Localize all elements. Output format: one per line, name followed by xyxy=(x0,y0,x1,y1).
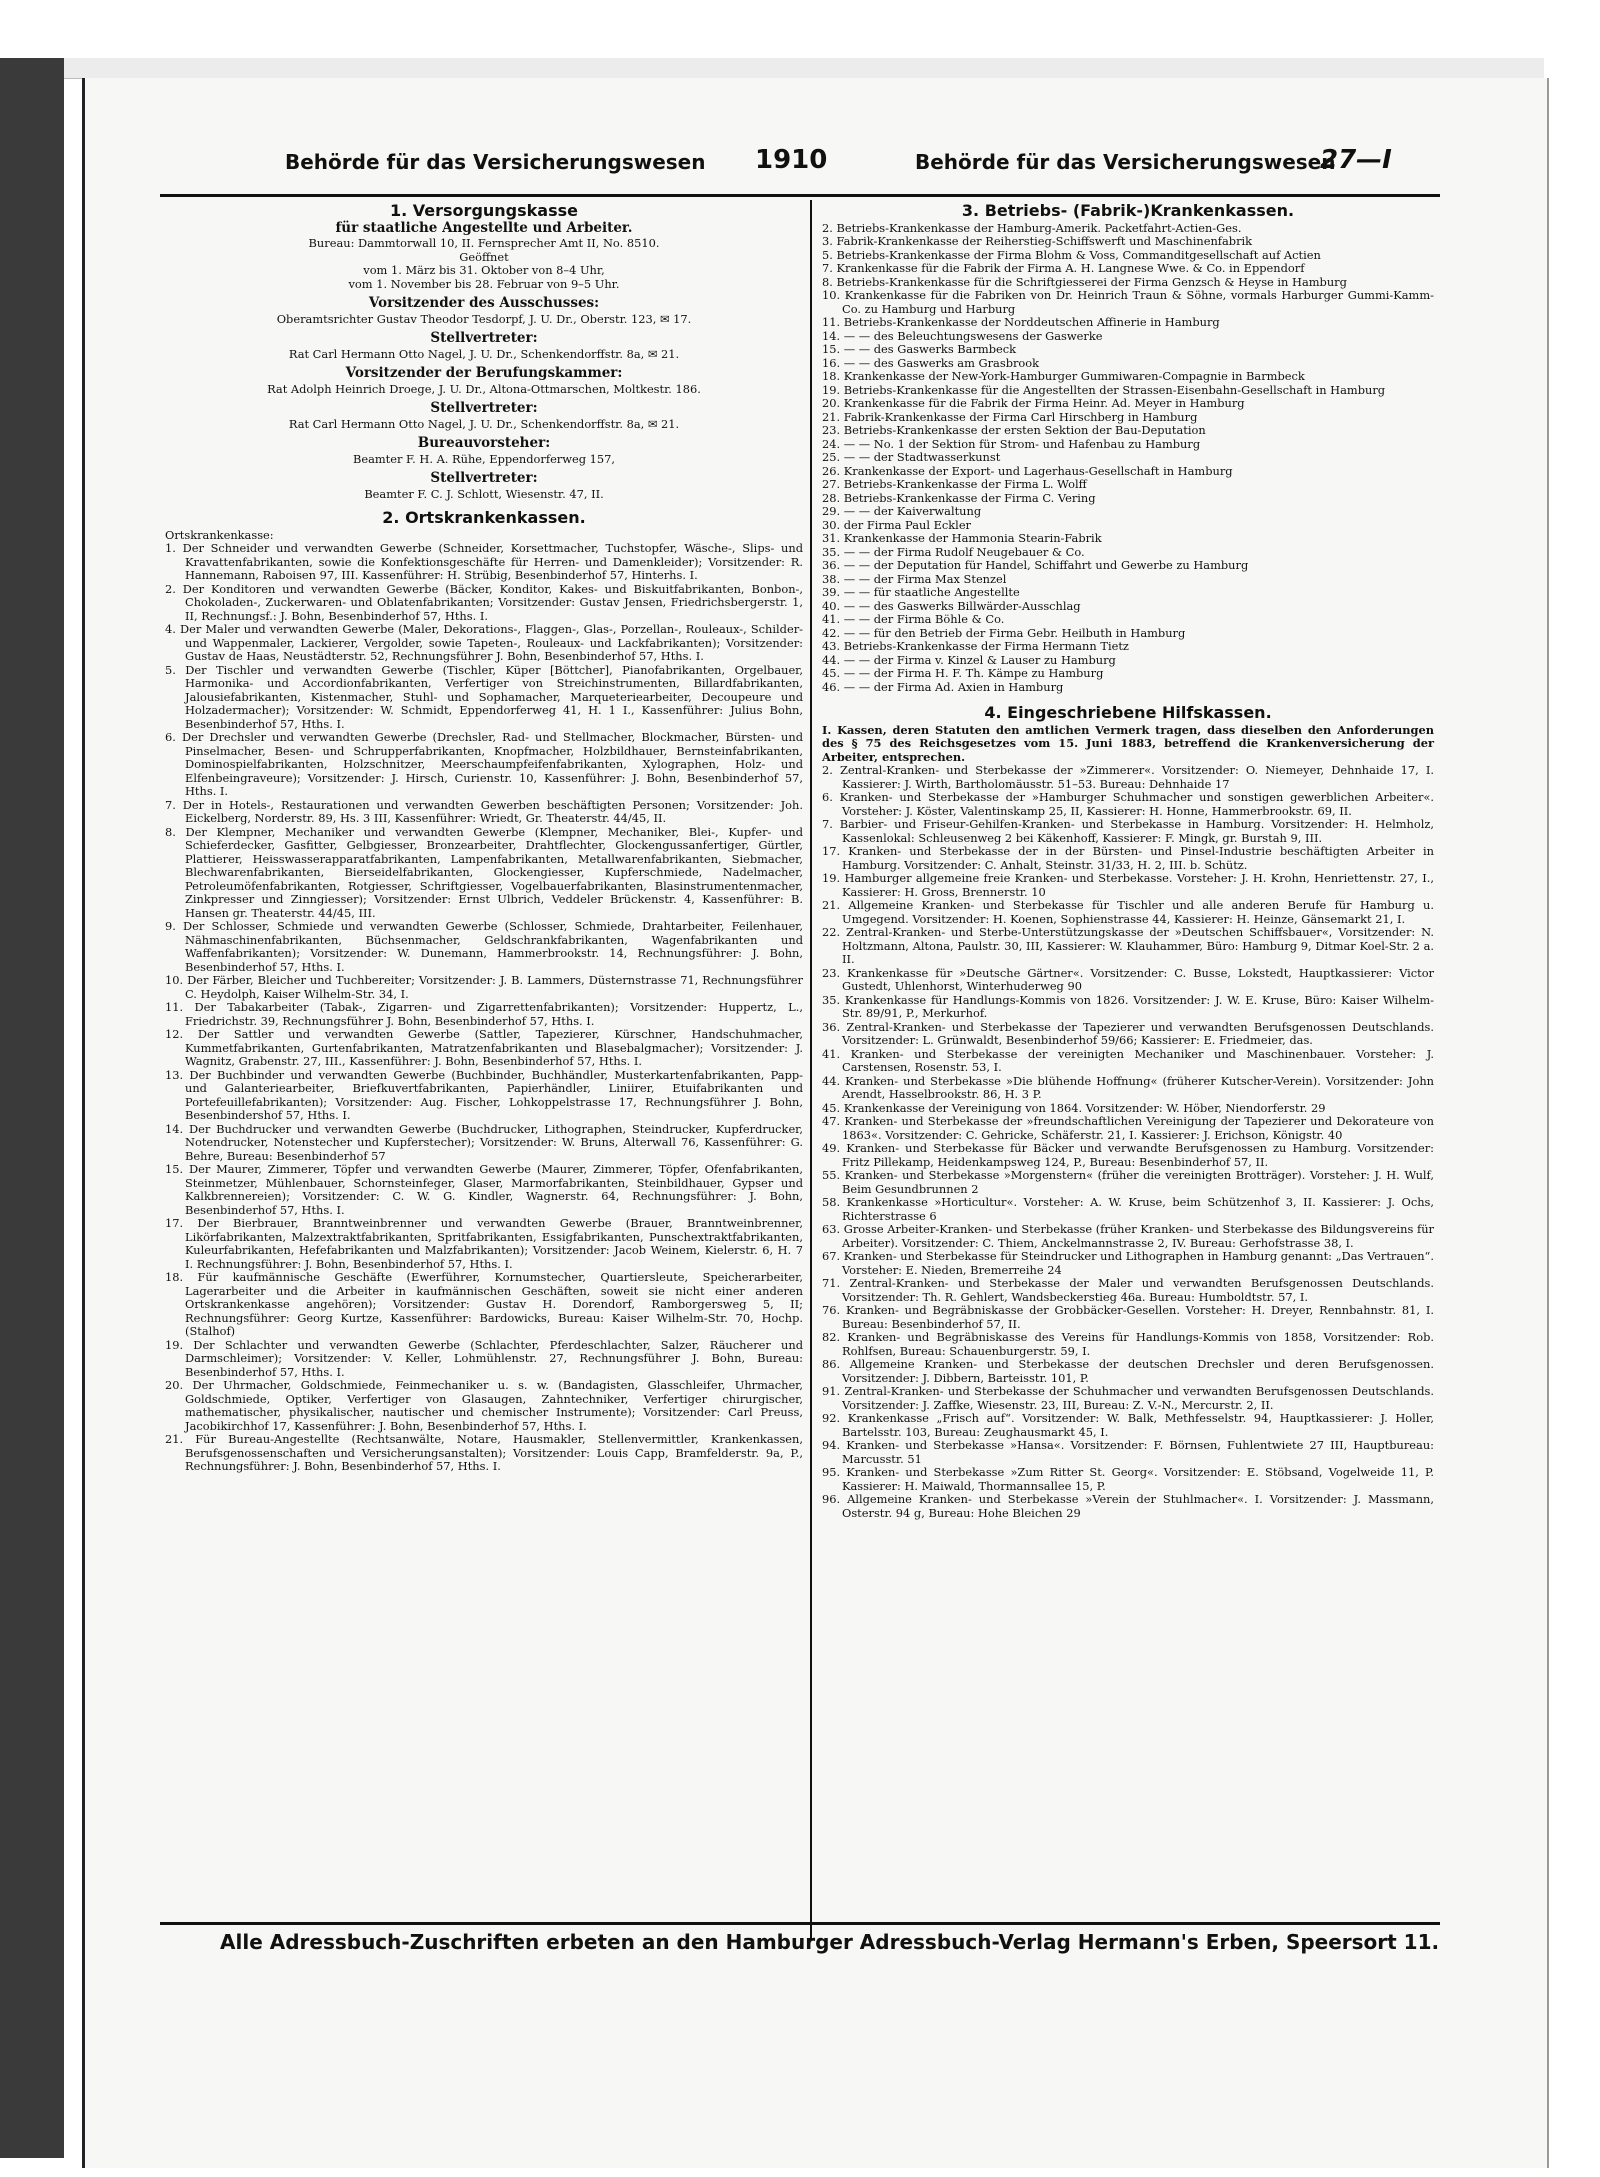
deputy-entry: Beamter F. C. J. Schlott, Wiesenstr. 47, II. xyxy=(364,486,604,501)
list-item: 23. Krankenkasse für »Deutsche Gärtner«. Vorsitzender: C. Busse, Lokstedt, Hauptkassierer: Victor Gustedt, Uhlenhorst, Winterhuderweg 90 xyxy=(822,965,1434,993)
list-item: 21. Fabrik-Krankenkasse der Firma Carl Hirschberg in Hamburg xyxy=(822,409,1198,424)
list-item: 8. Betriebs-Krankenkasse für die Schriftgiesserei der Firma Genzsch & Heyse in Hamburg xyxy=(822,274,1347,289)
list-item: 43. Betriebs-Krankenkasse der Firma Hermann Tietz xyxy=(822,639,1129,653)
list-item: 21. Allgemeine Kranken- und Sterbekasse für Tischler und alle anderen Berufe für Hamburg u. Umgegend. Vorsitzender: H. Koenen, Sophienstrasse 44, Kassierer: H. Heinze, Gänsemarkt 21, I. xyxy=(822,898,1434,926)
list-item: 11. Der Tabakarbeiter (Tabak-, Zigarren- und Zigarrettenfabrikanten); Vorsitzender: Huppertz, L., Friedrichstr. 39, Rechnungsführer J. Bohn, Besenbinderhof 57, Hths. I. xyxy=(165,1000,803,1028)
right-column xyxy=(822,200,1434,1520)
deputy-entry: Rat Carl Hermann Otto Nagel, J. U. Dr., Schenkendorffstr. 8a, ✉ 21. xyxy=(288,346,680,361)
running-head-left: Behörde für das Versicherungswesen xyxy=(285,150,706,174)
list-item: 76. Kranken- und Begräbniskasse der Grobbäcker-Gesellen. Vorsteher: H. Dreyer, Rennbahnstr. 81, I. Bureau: Besenbinderhof 57, II. xyxy=(822,1303,1434,1331)
section-1-bureau: Bureau: Dammtorwall 10, II. Fernsprecher Amt II, No. 8510. xyxy=(308,236,660,250)
scan-edge xyxy=(0,58,64,2158)
list-item: 15. — — des Gaswerks Barmbeck xyxy=(822,342,1017,356)
list-item: 13. Der Buchbinder und verwandten Gewerbe (Buchbinder, Buchhändler, Musterkartenfabrikanten, Papp- und Galanteriearbeiter, Briefkuvertfabrikanten, Papierhändler, Liniirer, Etuifabrikanten und Portefeuillefabrikanten); Vorsitzender: Aug. Fischer, Lohkoppelstrasse 17, Rechnungsführer J. Bohn, Besenbindershof 57, Hths. I. xyxy=(165,1067,803,1122)
list-item: 25. — — der Stadtwasserkunst xyxy=(822,450,1001,464)
list-item: 9. Der Schlosser, Schmiede und verwandten Gewerbe (Schlosser, Schmiede, Drahtarbeiter, Feilenhauer, Nähmaschinenfabrikanten, Büchsenmacher, Geldschrankfabrikanten, Wagenfabrikanten und Waffenfabrikanten); Vorsitzender: W. Dunemann, Hammerbrookstr. 14, Rechnungsführer: J. Bohn, Besenbinderhof 57, Hths. I. xyxy=(165,919,803,974)
page-number: 27—I xyxy=(1320,145,1392,175)
appeal-chair-entry: Rat Adolph Heinrich Droege, J. U. Dr., Altona-Ottmarschen, Moltkestr. 186. xyxy=(267,381,701,396)
list-item: 94. Kranken- und Sterbekasse »Hansa«. Vorsitzender: F. Börnsen, Fuhlentwiete 27 III, Hauptbureau: Marcusstr. 51 xyxy=(822,1438,1434,1466)
list-item: 55. Kranken- und Sterbekasse »Morgenstern« (früher die vereinigten Brotträger). Vorsteher: J. H. Wulf, Beim Gesundbrunnen 2 xyxy=(822,1168,1434,1196)
section-4-intro: I. Kassen, deren Statuten den amtlichen Vermerk tragen, dass dieselben den Anforderungen des § 75 des Reichsgesetzes vom 15. Juni 1883, betreffend die Krankenversicherung der Arbeiter, entsprechen. xyxy=(822,722,1434,764)
list-item: 2. Der Konditoren und verwandten Gewerbe (Bäcker, Konditor, Kakes- und Biskuitfabrikanten, Bonbon-, Chokoladen-, Zuckerwaren- und Oblatenfabrikanten; Vorsitzender: Gustav Jensen, Friedrichsbergerstr. 1, II, Rechnungsf.: J. Bohn, Besenbinderhof 57, Hths. I. xyxy=(165,581,803,623)
list-item: 19. Der Schlachter und verwandten Gewerbe (Schlachter, Pferdeschlachter, Salzer, Räucherer und Darmschleimer); Vorsitzender: V. Keller, Lohmühlenstr. 27, Rechnungsführer J. Bohn, Bureau: Besenbinderhof 57, Hths. I. xyxy=(165,1337,803,1379)
running-head-year: 1910 xyxy=(755,145,828,175)
appeal-chair-label: Vorsitzender der Berufungskammer: xyxy=(345,365,623,381)
list-item: 21. Für Bureau-Angestellte (Rechtsanwälte, Notare, Hausmakler, Stellenvermittler, Krankenkassen, Berufsgenossenschaften und Versicherungsanstalten); Vorsitzender: Louis Capp, Bramfelderstr. 9a, P., Rechnungsführer: J. Bohn, Besenbinderhof 57, Hths. I. xyxy=(165,1432,803,1473)
list-item: 7. Barbier- und Friseur-Gehilfen-Kranken- und Sterbekasse in Hamburg. Vorsitzender: H. Helmholz, Kassenlokal: Schleusenweg 2 bei Käkenhoff, Kassierer: F. Mingk, gr. Burstah 9, III. xyxy=(822,817,1434,845)
list-item: 36. — — der Deputation für Handel, Schiffahrt und Gewerbe zu Hamburg xyxy=(822,558,1249,572)
list-item: 20. Krankenkasse für die Fabrik der Firma Heinr. Ad. Meyer in Hamburg xyxy=(822,396,1245,410)
list-item: 96. Allgemeine Kranken- und Sterbekasse »Verein der Stuhlmacher«. I. Vorsitzender: J. Massmann, Osterstr. 94 g, Bureau: Hohe Bleichen 29 xyxy=(822,1492,1434,1520)
list-item: 82. Kranken- und Begräbniskasse des Vereins für Handlungs-Kommis von 1858, Vorsitzender: Rob. Rohlfsen, Bureau: Schauenburgerstr. 59, I. xyxy=(822,1330,1434,1358)
ortskrankenkassen-list xyxy=(165,542,803,1474)
deputy-label: Stellvertreter: xyxy=(430,470,538,486)
list-item: 11. Betriebs-Krankenkasse der Norddeutschen Affinerie in Hamburg xyxy=(822,315,1220,329)
list-item: 63. Grosse Arbeiter-Kranken- und Sterbekasse (früher Kranken- und Sterbekasse des Bildungsvereins für Arbeiter). Vorsitzender: C. Thiem, Anckelmannstrasse 2, IV. Bureau: Gerhofstrasse 38, I. xyxy=(822,1222,1434,1250)
chair-entry: Oberamtsrichter Gustav Theodor Tesdorpf, J. U. Dr., Oberstr. 123, ✉ 17. xyxy=(276,311,692,326)
section-1-subtitle: für staatliche Angestellte und Arbeiter. xyxy=(335,219,633,236)
list-item: 19. Betriebs-Krankenkasse für die Angestellten der Strassen-Eisenbahn-Gesellschaft in Hamburg xyxy=(822,382,1386,397)
list-item: 3. Fabrik-Krankenkasse der Reiherstieg-Schiffswerft und Maschinenfabrik xyxy=(822,234,1253,248)
list-item: 10. Der Färber, Bleicher und Tuchbereiter; Vorsitzender: J. B. Lammers, Düsternstrasse 71, Rechnungsführer C. Heydolph, Kaiser Wilhelm-Str. 34, I. xyxy=(165,973,803,1001)
list-item: 2. Zentral-Kranken- und Sterbekasse der »Zimmerer«. Vorsitzender: O. Niemeyer, Dehnhaide 17, I. Kassierer: J. Wirth, Bartholomäusstr. 51–53. Bureau: Dehnhaide 17 xyxy=(822,763,1434,791)
list-item: 38. — — der Firma Max Stenzel xyxy=(822,571,1007,586)
list-item: 5. Der Tischler und verwandten Gewerbe (Tischler, Küper [Böttcher], Pianofabrikanten, Orgelbauer, Harmonika- und Accordionfabrikanten, Verfertiger von Streichinstrumenten, Billardfabrikanten, Jalousiefabrikanten, Kistenmacher, Stuhl- und Sophamacher, Marqueteriearbeiter, Decoupeure und Holzadermacher); Vorsitzender: W. Schmidt, Eppendorferweg 41, H. 1 I., Kassenführer: Julius Bohn, Besenbinderhof 57, Hths. I. xyxy=(165,662,803,731)
list-item: 39. — — für staatliche Angestellte xyxy=(822,585,1020,599)
section-4-title: 4. Eingeschriebene Hilfskassen. xyxy=(984,703,1272,722)
hours-line: vom 1. November bis 28. Februar von 9–5 Uhr. xyxy=(348,276,620,291)
list-item: 22. Zentral-Kranken- und Sterbe-Unterstützungskasse der »Deutschen Schiffsbauer«, Vorsitzender: N. Holtzmann, Altona, Paulstr. 30, III, Kassierer: W. Klauhammer, Büro: Hamburg 9, Ditmar Koel-Str. 2 a. II. xyxy=(822,925,1434,966)
list-item: 49. Kranken- und Sterbekasse für Bäcker und verwandte Berufsgenossen zu Hamburg. Vorsitzender: Fritz Pillekamp, Heidenkampsweg 124, P., Bureau: Besenbinderhof 57, II. xyxy=(822,1141,1434,1169)
publisher-footer: Alle Adressbuch-Zuschriften erbeten an den Hamburger Adressbuch-Verlag Hermann's Erben, Speersort 11. xyxy=(220,1930,1440,1954)
list-item: 10. Krankenkasse für die Fabriken von Dr. Heinrich Traun & Söhne, vormals Harburger Gummi-Kamm-Co. zu Hamburg und Harburg xyxy=(822,288,1434,316)
list-item: 47. Kranken- und Sterbekasse der »freundschaftlichen Vereinigung der Tapezierer und Dekorateure von 1863«. Vorsitzender: C. Gehricke, Schäferstr. 21, I. Kassierer: J. Erichson, Königstr. 40 xyxy=(822,1114,1434,1142)
list-item: 5. Betriebs-Krankenkasse der Firma Blohm & Voss, Commanditgesellschaft auf Actien xyxy=(822,247,1321,262)
list-item: 1. Der Schneider und verwandten Gewerbe (Schneider, Korsettmacher, Tuchstopfer, Wäsche-, Slips- und Kravattenfabrikanten, sowie die Konfektionsgeschäfte für Herren- und Damenkleider); Vorsitzender: R. Hannemann, Raboisen 97, III. Kassenführer: H. Strübig, Besenbinderhof 57, Hinterhs. I. xyxy=(165,541,803,582)
list-item: 6. Der Drechsler und verwandten Gewerbe (Drechsler, Rad- und Stellmacher, Blockmacher, Bürsten- und Pinselmacher, Besen- und Schrupperfabrikanten, Knopfmacher, Holzbildhauer, Bernsteinfabrikanten, Dominospielfabrikanten, Holzschnitzer, Meerschaumpfeifenfabrikanten, Xylographen, Holz- und Elfenbeingraveure); Vorsitzender: J. Hirsch, Curienstr. 10, Kassenführer: J. Bohn, Besenbinderhof 57, Hths. I. xyxy=(165,730,803,798)
list-item: 71. Zentral-Kranken- und Sterbekasse der Maler und verwandten Berufsgenossen Deutschlands. Vorsitzender: Th. R. Gehlert, Wandsbeckerstieg 46a. Bureau: Humboldtstr. 57, I. xyxy=(822,1276,1434,1304)
list-item: 35. Krankenkasse für Handlungs-Kommis von 1826. Vorsitzender: J. W. E. Kruse, Büro: Kaiser Wilhelm-Str. 89/91, P., Merkurhof. xyxy=(822,992,1434,1020)
footer-rule xyxy=(160,1922,1440,1925)
list-item: 40. — — des Gaswerks Billwärder-Ausschlag xyxy=(822,598,1081,613)
column-divider xyxy=(810,200,812,1940)
list-item: 41. Kranken- und Sterbekasse der vereinigten Mechaniker und Maschinenbauer. Vorsteher: J. Carstensen, Rosenstr. 53, I. xyxy=(822,1046,1434,1074)
list-item: 17. Der Bierbrauer, Branntweinbrenner und verwandten Gewerbe (Brauer, Branntweinbrenner, Likörfabrikanten, Malzextraktfabrikanten, Spritfabrikanten, Essigfabrikanten, Punschextraktfabrikanten, Kuleurfabrikanten, Hefefabrikanten und Malzfabrikanten); Vorsitzender: Jacob Weinem, Kielerstr. 6, H. 7 I. Rechnungsführer: J. Bohn, Besenbinderhof 57, Hths. I. xyxy=(165,1216,803,1271)
chair-label: Vorsitzender des Ausschusses: xyxy=(368,295,600,311)
list-item: 18. Krankenkasse der New-York-Hamburger Gummiwaren-Compagnie in Barmbeck xyxy=(822,369,1305,383)
list-item: 41. — — der Firma Böhle & Co. xyxy=(822,612,1005,626)
deputy-label: Stellvertreter: xyxy=(430,330,538,346)
deputy-label: Stellvertreter: xyxy=(430,400,538,416)
list-item: 19. Hamburger allgemeine freie Kranken- und Sterbekasse. Vorsteher: J. H. Krohn, Henriettenstr. 27, I., Kassierer: H. Gross, Brennerstr. 10 xyxy=(822,871,1434,899)
section-2-title: 2. Ortskrankenkassen. xyxy=(382,508,586,527)
list-item: 27. Betriebs-Krankenkasse der Firma L. Wolff xyxy=(822,477,1087,491)
betriebskrankenkassen-list xyxy=(822,222,1434,695)
list-item: 14. — — des Beleuchtungswesens der Gaswerke xyxy=(822,328,1103,343)
deputy-entry: Rat Carl Hermann Otto Nagel, J. U. Dr., Schenkendorffstr. 8a, ✉ 21. xyxy=(288,416,680,431)
hours-line: vom 1. März bis 31. Oktober von 8–4 Uhr, xyxy=(363,263,605,277)
list-item: 15. Der Maurer, Zimmerer, Töpfer und verwandten Gewerbe (Maurer, Zimmerer, Töpfer, Ofenfabrikanten, Steinmetzer, Mühlenbauer, Schornsteinfeger, Glaser, Marmorfabrikanten, Steinbildhauer, Gypser und Kalkbrennereien); Vorsitzender: C. W. G. Kindler, Wagnerstr. 64, Rechnungsführer: J. Bohn, Besenbinderhof 57, Hths. I. xyxy=(165,1162,803,1217)
list-item: 91. Zentral-Kranken- und Sterbekasse der Schuhmacher und verwandten Berufsgenossen Deutschlands. Vorsitzender: J. Zaffke, Wiesenstr. 23, III, Bureau: Z. V.-N., Mercurstr. 2, II. xyxy=(822,1384,1434,1412)
list-item: 95. Kranken- und Sterbekasse »Zum Ritter St. Georg«. Vorsitzender: E. Stöbsand, Vogelweide 11, P. Kassierer: H. Maiwald, Thormannsallee 15, P. xyxy=(822,1465,1434,1493)
list-item: 6. Kranken- und Sterbekasse der »Hamburger Schuhmacher und sonstigen gewerblichen Arbeiter«. Vorsteher: J. Köster, Valentinskamp 25, II, Kassierer: H. Honne, Hammerbrookstr. 69, II. xyxy=(822,790,1434,818)
list-item: 45. Krankenkasse der Vereinigung von 1864. Vorsitzender: W. Höber, Niendorferstr. 29 xyxy=(822,1100,1326,1115)
list-item: 58. Krankenkasse »Horticultur«. Vorsteher: A. W. Kruse, beim Schützenhof 3, II. Kassierer: J. Ochs, Richterstrasse 6 xyxy=(822,1195,1434,1223)
hilfskassen-list xyxy=(822,764,1434,1520)
bureau-head-entry: Beamter F. H. A. Rühe, Eppendorferweg 157, xyxy=(352,451,616,466)
list-item: 42. — — für den Betrieb der Firma Gebr. Heilbuth in Hamburg xyxy=(822,625,1186,640)
list-item: 45. — — der Firma H. F. Th. Kämpe zu Hamburg xyxy=(822,666,1104,680)
list-item: 14. Der Buchdrucker und verwandten Gewerbe (Buchdrucker, Lithographen, Steindrucker, Kupferdrucker, Notendrucker, Notenstecher und Kupferstecher); Vorsitzender: W. Bruns, Alterwall 76, Kassenführer: G. Behre, Bureau: Besenbinderhof 57 xyxy=(165,1121,803,1163)
list-item: 7. Krankenkasse für die Fabrik der Firma A. H. Langnese Wwe. & Co. in Eppendorf xyxy=(822,261,1305,275)
list-item: 67. Kranken- und Sterbekasse für Steindrucker und Lithographen in Hamburg genannt: „Das Vertrauen“. Vorsteher: E. Nieden, Bremerreihe 24 xyxy=(822,1249,1434,1277)
list-item: 46. — — der Firma Ad. Axien in Hamburg xyxy=(822,679,1064,694)
list-item: 4. Der Maler und verwandten Gewerbe (Maler, Dekorations-, Flaggen-, Glas-, Porzellan-, Rouleaux-, Schilder- und Wappenmaler, Lackierer, Vergolder, sowie Tapeten-, Rouleaux- und Lackfabrikanten); Vorsitzender: Gustav de Haas, Neustädterstr. 52, Rechnungsführer J. Bohn, Besenbinderhof 57, Hths. I. xyxy=(165,622,803,663)
list-item: 86. Allgemeine Kranken- und Sterbekasse der deutschen Drechsler und deren Berufsgenossen. Vorsitzender: J. Dibbern, Barteisstr. 101, P. xyxy=(822,1357,1434,1385)
list-item: 2. Betriebs-Krankenkasse der Hamburg-Amerik. Packetfahrt-Actien-Ges. xyxy=(822,220,1242,235)
running-head-right: Behörde für das Versicherungswesen xyxy=(915,150,1336,174)
scan-top-edge xyxy=(64,58,1544,79)
list-item: 20. Der Uhrmacher, Goldschmiede, Feinmechaniker u. s. w. (Bandagisten, Glasschleifer, Uhrmacher, Goldschmiede, Optiker, Verfertiger von Glasaugen, Zahntechniker, Verfertiger chirurgischer, mathematischer, physikalischer, nautischer und chemischer Instrumente); Vorsitzender: Carl Preuss, Jacobikirchhof 17, Kassenführer: J. Bohn, Besenbinderhof 57, Hths. I. xyxy=(165,1378,803,1433)
bureau-head-label: Bureauvorsteher: xyxy=(417,435,551,451)
section-1-title: 1. Versorgungskasse xyxy=(390,201,578,220)
list-item: 36. Zentral-Kranken- und Sterbekasse der Tapezierer und verwandten Berufsgenossen Deutschlands. Vorsitzender: L. Grünwaldt, Besenbinderhof 59/66; Kassierer: E. Friedmeier, das. xyxy=(822,1019,1434,1047)
list-item: 30. der Firma Paul Eckler xyxy=(822,517,972,532)
list-item: 28. Betriebs-Krankenkasse der Firma C. Vering xyxy=(822,490,1096,505)
list-item: 12. Der Sattler und verwandten Gewerbe (Sattler, Tapezierer, Kürschner, Handschuhmacher, Kummetfabrikanten, Gurtenfabrikanten, Matratzenfabrikanten und Blasebalgmacher); Vorsitzender: J. Wagnitz, Grabenstr. 27, III., Kassenführer: J. Bohn, Besenbinderhof 57, Hths. I. xyxy=(165,1027,803,1068)
list-item: 7. Der in Hotels-, Restaurationen und verwandten Gewerben beschäftigten Personen; Vorsitzender: Joh. Eickelberg, Norderstr. 89, Hs. 3 III, Kassenführer: Wriedt, Gr. Theaterstr. 44/45, II. xyxy=(165,797,803,825)
list-item: 8. Der Klempner, Mechaniker und verwandten Gewerbe (Klempner, Mechaniker, Blei-, Kupfer- und Schieferdecker, Gasfitter, Gelbgiesser, Bronzearbeiter, Drahtflechter, Glockengussanfertiger, Gürtler, Plattierer, Heisswasserapparatfabrikanten, Lampenfabrikanten, Metallwarenfabrikanten, Siebmacher, Blechwarenfabrikanten, Bierseidelfabrikanten, Glockengiesser, Kupferschmiede, Nadelmacher, Petroleumöfenfabrikanten, Rotgiesser, Schriftgiesser, Vogelbauerfabrikanten, Blasinstrumentenmacher, Zinkpresser und Zinngiesser); Vorsitzender: Ernst Ulbrich, Veddeler Brückenstr. 4, Kassenführer: B. Hansen gr. Theaterstr. 44/45, III. xyxy=(165,824,803,920)
list-item: 18. Für kaufmännische Geschäfte (Ewerführer, Kornumstecher, Quartiersleute, Speicherarbeiter, Lagerarbeiter und die Arbeiter in kaufmännischen Geschäften, soweit sie nicht einer anderen Ortskrankenkasse angehören); Vorsitzender: Gustav H. Dorendorf, Ramborgersweg 5, II; Rechnungsführer: Georg Kurtze, Kassenführer: Bardowicks, Bureau: Kaiser Wilhelm-Str. 70, Hochp. (Stalhof) xyxy=(165,1270,803,1338)
section-2-intro: Ortskrankenkasse: xyxy=(165,527,274,542)
list-item: 24. — — No. 1 der Sektion für Strom- und Hafenbau zu Hamburg xyxy=(822,436,1201,451)
list-item: 26. Krankenkasse der Export- und Lagerhaus-Gesellschaft in Hamburg xyxy=(822,463,1233,478)
header-rule xyxy=(160,194,1440,197)
list-item: 17. Kranken- und Sterbekasse der in der Bürsten- und Pinsel-Industrie beschäftigten Arbeiter in Hamburg. Vorsitzender: C. Anhalt, Steinstr. 31/33, H. 2, III. b. Schütz. xyxy=(822,844,1434,872)
left-column xyxy=(165,200,803,1474)
list-item: 29. — — der Kaiverwaltung xyxy=(822,504,982,518)
list-item: 44. — — der Firma v. Kinzel & Lauser zu Hamburg xyxy=(822,652,1116,667)
list-item: 44. Kranken- und Sterbekasse »Die blühende Hoffnung« (früherer Kutscher-Verein). Vorsitzender: John Arendt, Hasselbrookstr. 86, H. 3 P. xyxy=(822,1073,1434,1101)
section-3-title: 3. Betriebs- (Fabrik-)Krankenkassen. xyxy=(961,201,1295,220)
list-item: 92. Krankenkasse „Frisch auf“. Vorsitzender: W. Balk, Methfesselstr. 94, Hauptkassierer: J. Holler, Bartelsstr. 103, Bureau: Zeughausmarkt 45, I. xyxy=(822,1411,1434,1439)
list-item: 16. — — des Gaswerks am Grasbrook xyxy=(822,355,1040,370)
list-item: 31. Krankenkasse der Hammonia Stearin-Fabrik xyxy=(822,531,1102,545)
list-item: 23. Betriebs-Krankenkasse der ersten Sektion der Bau-Deputation xyxy=(822,423,1206,437)
hours-line: Geöffnet xyxy=(459,249,509,264)
list-item: 35. — — der Firma Rudolf Neugebauer & Co. xyxy=(822,544,1085,559)
